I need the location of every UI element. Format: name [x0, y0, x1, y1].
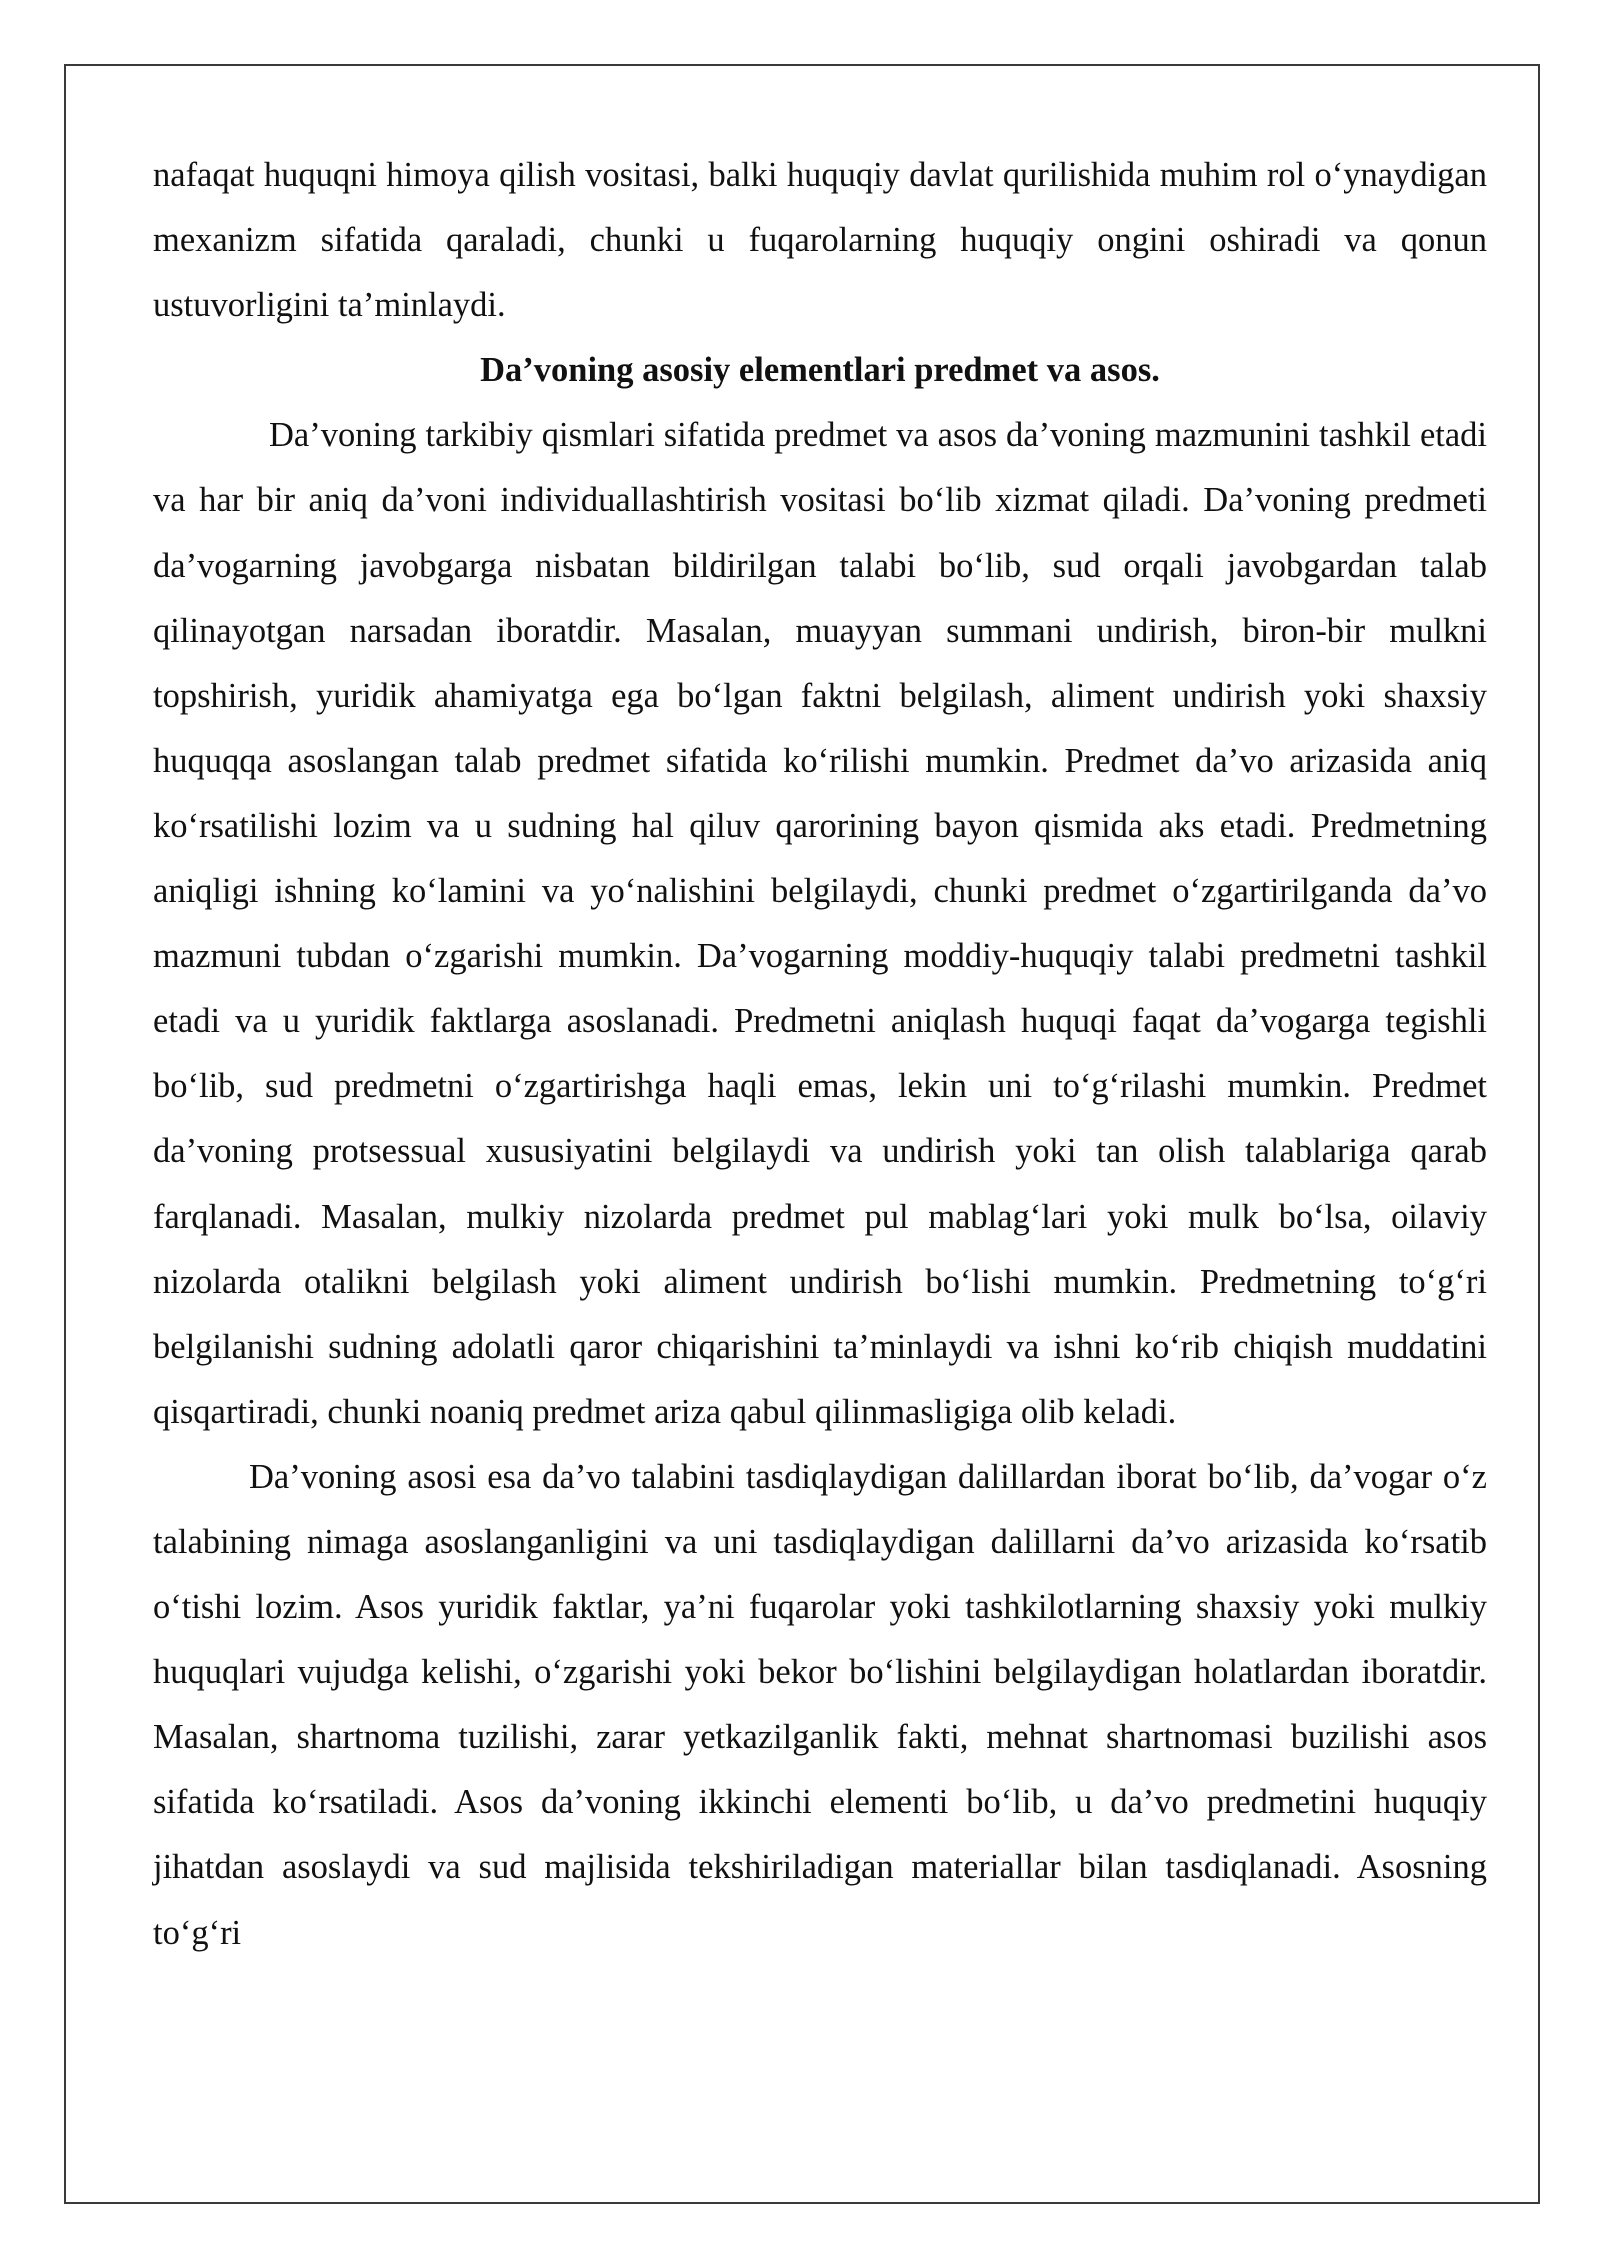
paragraph-asos: Da’voning asosi esa da’vo talabini tasdiqlaydigan dalillardan iborat bo‘lib, da’vogar o‘z talabining nimaga asoslanganligini va uni tasdiqlaydigan dalillarni da’vo arizasida ko‘rsatib o‘tishi lozim. Asos yuridik faktlar, ya’ni fuqarolar yoki tashkilotlarning shaxsiy yoki mulkiy huquqlari vujudga kelishi, o‘zgarishi yoki bekor bo‘lishini belgilaydigan holatlardan iboratdir. Masalan, shartnoma tuzilishi, zarar yetkazilganlik fakti, mehnat shartnomasi buzilishi asos sifatida ko‘rsatiladi. Asos da’voning ikkinchi elementi bo‘lib, u da’vo predmetini huquqiy jihatdan asoslaydi va sud majlisida tekshiriladigan materiallar bilan tasdiqlanadi. Asosning to‘g‘ri [153, 1457, 1487, 1952]
paragraph-intro-continuation: nafaqat huquqni himoya qilish vositasi, balki huquqiy davlat qurilishida muhim rol o‘ynaydigan mexanizm sifatida qaraladi, chunki u fuqarolarning huquqiy ongini oshiradi va qonun ustuvorligini ta’minlaydi. [153, 156, 1487, 325]
document-body [153, 143, 1487, 1966]
paragraph-predmet: Da’voning tarkibiy qismlari sifatida predmet va asos da’voning mazmunini tashkil etadi va har bir aniq da’voni individuallashtirish vositasi bo‘lib xizmat qiladi. Da’voning predmeti da’vogarning javobgarga nisbatan bildirilgan talabi bo‘lib, sud orqali javobgardan talab qilinayotgan narsadan iboratdir. Masalan, muayyan summani undirish, biron-bir mulkni topshirish, yuridik ahamiyatga ega bo‘lgan faktni belgilash, aliment undirish yoki shaxsiy huquqqa asoslangan talab predmet sifatida ko‘rilishi mumkin. Predmet da’vo arizasida aniq ko‘rsatilishi lozim va u sudning hal qiluv qarorining bayon qismida aks etadi. Predmetning aniqligi ishning ko‘lamini va yo‘nalishini belgilaydi, chunki predmet o‘zgartirilganda da’vo mazmuni tubdan o‘zgarishi mumkin. Da’vogarning moddiy-huquqiy talabi predmetni tashkil etadi va u yuridik faktlarga asoslanadi. Predmetni aniqlash huquqi faqat da’vogarga tegishli bo‘lib, sud predmetni o‘zgartirishga haqli emas, lekin uni to‘g‘rilashi mumkin. Predmet da’voning protsessual xususiyatini belgilaydi va undirish yoki tan olish talablariga qarab farqlanadi. Masalan, mulkiy nizolarda predmet pul mablag‘lari yoki mulk bo‘lsa, oilaviy nizolarda otalikni belgilash yoki aliment undirish bo‘lishi mumkin. Predmetning to‘g‘ri belgilanishi sudning adolatli qaror chiqarishini ta’minlaydi va ishni ko‘rib chiqish muddatini qisqartiradi, chunki noaniq predmet ariza qabul qilinmasligiga olib keladi. [153, 416, 1487, 1431]
section-heading: Da’voning asosiy elementlari predmet va asos. [480, 351, 1160, 390]
